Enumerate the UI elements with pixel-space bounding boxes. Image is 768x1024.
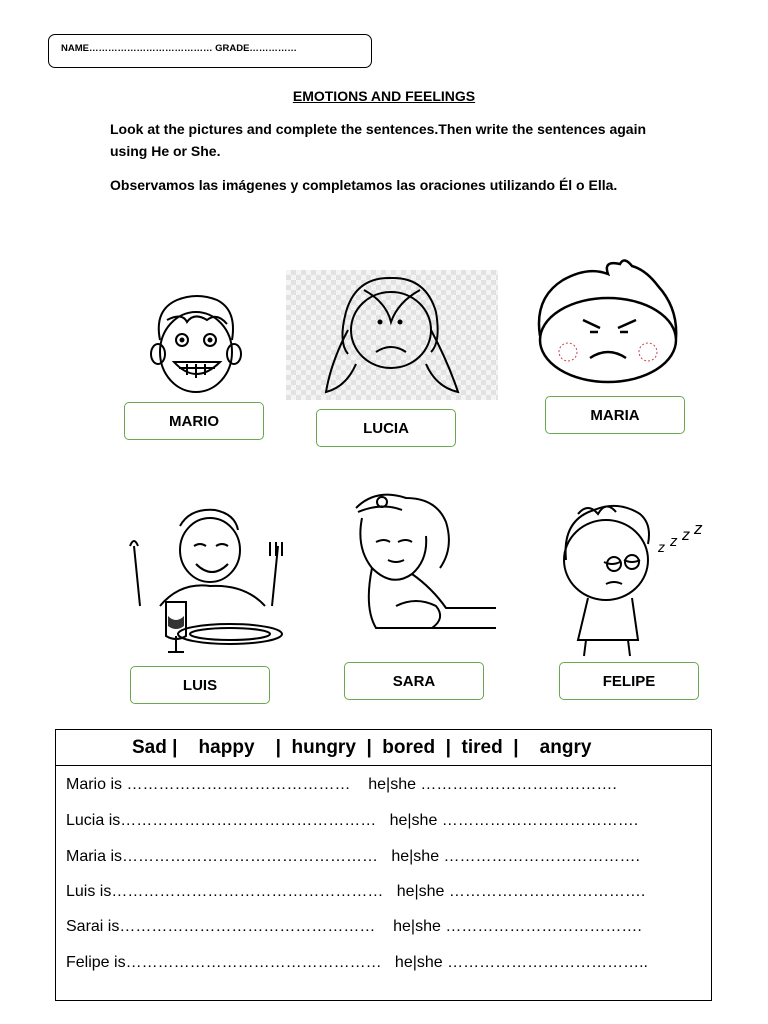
svg-text:z: z — [670, 533, 678, 550]
label-luis: LUIS — [130, 666, 270, 704]
label-maria: MARIA — [545, 396, 685, 434]
label-lucia: LUCIA — [316, 409, 456, 447]
exercise-box — [55, 729, 712, 1001]
name-grade-field[interactable]: NAME………………………………… GRADE…………… — [48, 34, 372, 68]
worksheet-title: EMOTIONS AND FEELINGS — [292, 88, 476, 104]
svg-text:z: z — [694, 519, 703, 538]
sentence-lucia[interactable]: Lucia is………………………………………… he|she ………………………………. — [66, 812, 639, 829]
happy-boy-face-icon — [132, 290, 262, 400]
sad-girl-face-icon — [316, 272, 466, 402]
sentence-felipe[interactable]: Felipe is………………………………………… he|she ……………………………….. — [66, 954, 648, 971]
tired-sleepy-boy-icon — [548, 500, 708, 660]
instructions-spanish: Observamos las imágenes y completamos las oraciones utilizando Él o Ella. — [110, 177, 618, 193]
zzz-text: z — [658, 539, 665, 555]
label-sara: SARA — [344, 662, 484, 700]
label-felipe: FELIPE — [559, 662, 699, 700]
sentence-sarai[interactable]: Sarai is………………………………………… he|she ………………………………. — [66, 918, 642, 935]
sentence-mario[interactable]: Mario is …………………………………… he|she ………………………………. — [66, 776, 617, 793]
bored-person-icon — [336, 488, 506, 648]
label-mario: MARIO — [124, 402, 264, 440]
word-bank: Sad | happy | hungry | bored | tired | angry — [56, 730, 711, 766]
instructions-english: Look at the pictures and complete the sentences.Then write the sentences again using He or She. — [110, 121, 647, 159]
sentence-maria[interactable]: Maria is………………………………………… he|she ………………………………. — [66, 848, 640, 865]
sentence-luis[interactable]: Luis is…………………………………………… he|she ………………………………. — [66, 883, 646, 900]
angry-face-icon — [528, 258, 688, 388]
hungry-man-eating-icon — [120, 506, 300, 656]
svg-text:z: z — [682, 527, 690, 544]
